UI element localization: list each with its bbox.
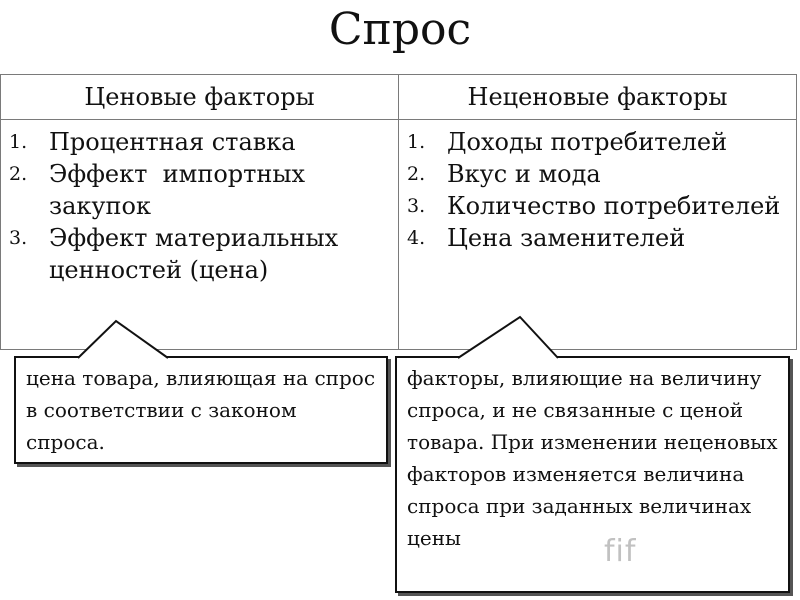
nonprice-factors-callout: факторы, влияющие на величину спроса, и не связанные с ценой товара. При изменении неценовых факторов изменяется величина спроса при заданных величинах цены xyxy=(395,356,790,593)
page-title: Спрос xyxy=(328,4,472,55)
nonprice-factor-text: Цена заменителей xyxy=(447,224,686,252)
nonprice-factor-text: Вкус и мода xyxy=(447,160,601,188)
price-factor-item xyxy=(9,222,388,286)
list-number: 3. xyxy=(407,195,426,217)
price-factor-item xyxy=(9,126,388,158)
watermark-logo: fif xyxy=(604,534,637,569)
header-price-factors: Ценовые факторы xyxy=(1,75,399,120)
list-number: 1. xyxy=(9,131,28,153)
price-factor-item xyxy=(9,158,388,222)
price-factor-text: Процентная ставка xyxy=(49,128,296,156)
nonprice-factor-item xyxy=(407,222,786,254)
price-factors-list xyxy=(9,126,388,286)
nonprice-factor-item xyxy=(407,190,786,222)
list-number: 2. xyxy=(9,163,28,185)
factors-table xyxy=(0,74,797,350)
price-factor-text: Эффект импортных закупок xyxy=(49,160,313,220)
list-number: 2. xyxy=(407,163,426,185)
price-factor-text: Эффект материальных ценностей (цена) xyxy=(49,224,339,284)
nonprice-factors-cell xyxy=(399,120,797,350)
nonprice-factor-text: Количество потребителей xyxy=(447,192,781,220)
nonprice-factor-text: Доходы потребителей xyxy=(447,128,728,156)
list-number: 3. xyxy=(9,227,28,249)
nonprice-factor-item xyxy=(407,158,786,190)
header-nonprice-factors: Неценовые факторы xyxy=(399,75,797,120)
nonprice-factor-item xyxy=(407,126,786,158)
price-factors-callout: цена товара, влияющая на спрос в соответствии с законом спроса. xyxy=(14,356,388,464)
price-factors-cell xyxy=(1,120,399,350)
list-number: 4. xyxy=(407,227,426,249)
nonprice-factors-list xyxy=(407,126,786,254)
list-number: 1. xyxy=(407,131,426,153)
